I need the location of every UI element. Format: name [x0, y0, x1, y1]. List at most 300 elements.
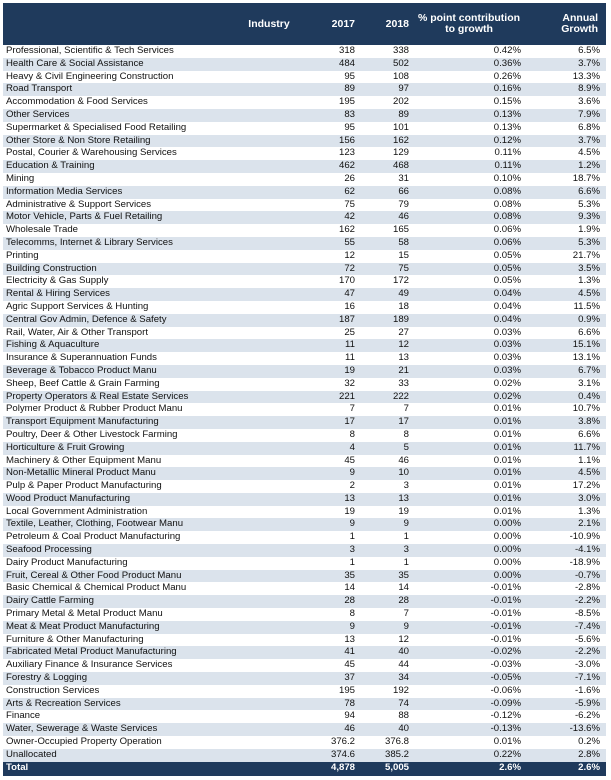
cell-2017: 195 — [338, 684, 355, 696]
table-row — [3, 659, 606, 672]
cell-2018: 75 — [359, 263, 413, 276]
cell-contribution: -0.01% — [490, 608, 521, 620]
cell-annual-growth: 1.3% — [578, 505, 600, 517]
cell-annual-growth: -2.2% — [525, 646, 606, 659]
cell-2018: 44 — [398, 659, 409, 671]
cell-2017: 41 — [305, 646, 359, 659]
cell-annual-growth: 3.5% — [525, 263, 606, 276]
cell-2017: 62 — [305, 186, 359, 199]
cell-annual-growth: -13.6% — [525, 723, 606, 736]
cell-2018: 165 — [392, 224, 409, 236]
cell-contribution: 0.36% — [413, 58, 525, 71]
cell-industry: Rail, Water, Air & Other Transport — [6, 326, 148, 338]
cell-industry: Auxiliary Finance & Insurance Services — [6, 659, 173, 671]
cell-2018: 33 — [398, 377, 409, 389]
table-row — [3, 685, 606, 698]
table-row — [3, 480, 606, 493]
table-row — [3, 442, 606, 455]
total-row — [3, 762, 606, 776]
table-row — [3, 531, 606, 544]
cell-industry: Telecomms, Internet & Library Services — [3, 237, 305, 250]
table-row — [3, 314, 606, 327]
cell-2018: 5 — [359, 442, 413, 455]
cell-annual-growth: 4.5% — [525, 467, 606, 480]
cell-contribution: -0.01% — [413, 621, 525, 634]
cell-annual-growth: 1.1% — [578, 454, 600, 466]
table-row — [3, 365, 606, 378]
cell-industry: Primary Metal & Metal Product Manu — [6, 608, 163, 620]
cell-2018: 10 — [359, 467, 413, 480]
cell-2017: 35 — [305, 570, 359, 583]
cell-2018: 9 — [359, 518, 413, 531]
cell-2017: 484 — [305, 58, 359, 71]
cell-contribution: -0.05% — [413, 672, 525, 685]
cell-annual-growth: 3.7% — [525, 135, 606, 148]
cell-2018: 502 — [359, 58, 413, 71]
cell-annual-growth: 0.4% — [525, 391, 606, 404]
table-row — [3, 557, 606, 570]
cell-industry: Rental & Hiring Services — [3, 288, 305, 301]
cell-industry: Education & Training — [3, 160, 305, 173]
cell-annual-growth: 6.6% — [578, 428, 600, 440]
cell-2017: 318 — [338, 45, 355, 56]
cell-2017: 374.6 — [305, 749, 359, 762]
industry-growth-table-container — [3, 3, 606, 776]
cell-annual-growth: -2.8% — [574, 582, 600, 594]
cell-2017: 9 — [305, 621, 359, 634]
table-row — [3, 237, 606, 250]
cell-2017: 26 — [344, 172, 355, 184]
table-row — [3, 160, 606, 173]
cell-contribution: 0.01% — [493, 505, 521, 517]
cell-industry: Mining — [6, 172, 35, 184]
cell-2017: 83 — [305, 109, 359, 122]
cell-2017: 14 — [344, 582, 355, 594]
cell-industry: Central Gov Admin, Defence & Safety — [3, 314, 305, 327]
cell-2018: 18 — [398, 300, 409, 312]
cell-2018: 12 — [398, 633, 409, 645]
cell-industry: Fruit, Cereal & Other Food Product Manu — [3, 570, 305, 583]
cell-annual-growth: 0.2% — [578, 736, 600, 748]
cell-industry: Administrative & Support Services — [6, 198, 152, 210]
cell-2017: 187 — [305, 314, 359, 327]
cell-industry: Other Services — [3, 109, 305, 122]
table-row — [3, 224, 606, 237]
table-row — [3, 608, 606, 621]
cell-annual-growth: 6.7% — [525, 365, 606, 378]
cell-industry: Construction Services — [6, 684, 100, 696]
cell-contribution: -0.12% — [490, 710, 521, 722]
cell-2018: 9 — [359, 621, 413, 634]
cell-annual-growth: -10.9% — [569, 531, 600, 543]
cell-industry: Information Media Services — [3, 186, 305, 199]
cell-contribution: 0.12% — [413, 135, 525, 148]
table-row — [3, 301, 606, 314]
header-row — [3, 3, 606, 45]
cell-2017: 47 — [305, 288, 359, 301]
cell-industry: Postal, Courier & Warehousing Services — [6, 147, 177, 159]
cell-contribution: 0.04% — [413, 314, 525, 327]
cell-annual-growth: -5.6% — [574, 633, 600, 645]
cell-industry: Property Operators & Real Estate Services — [3, 391, 305, 404]
cell-2018: 28 — [359, 595, 413, 608]
cell-2018: 21 — [359, 365, 413, 378]
cell-annual-growth: -8.5% — [574, 608, 600, 620]
cell-2018: 19 — [398, 505, 409, 517]
table-row — [3, 391, 606, 404]
cell-annual-growth: 3.6% — [578, 96, 600, 108]
cell-2018: 40 — [359, 723, 413, 736]
cell-annual-growth: 1.2% — [525, 160, 606, 173]
cell-contribution: 0.00% — [413, 544, 525, 557]
table-row — [3, 672, 606, 685]
cell-annual-growth: 13.3% — [572, 70, 600, 82]
cell-2017: 11 — [305, 339, 359, 352]
cell-contribution: 0.15% — [493, 96, 521, 108]
cell-annual-growth: -6.2% — [574, 710, 600, 722]
cell-industry: Seafood Processing — [3, 544, 305, 557]
cell-contribution: 0.03% — [493, 326, 521, 338]
cell-annual-growth: 1.9% — [578, 224, 600, 236]
cell-annual-growth: -1.6% — [574, 684, 600, 696]
total-contribution: 2.6% — [413, 762, 525, 776]
cell-2017: 8 — [349, 608, 355, 620]
table-row — [3, 250, 606, 263]
cell-2017: 1 — [349, 531, 355, 543]
table-row — [3, 378, 606, 391]
cell-2018: 3 — [403, 480, 409, 492]
cell-industry: Accommodation & Food Services — [6, 96, 148, 108]
cell-2017: 95 — [344, 121, 355, 133]
cell-contribution: 0.04% — [413, 288, 525, 301]
cell-annual-growth: -2.2% — [525, 595, 606, 608]
cell-2017: 95 — [344, 70, 355, 82]
cell-2018: 13 — [398, 352, 409, 364]
table-row — [3, 58, 606, 71]
header-2018: 2018 — [359, 3, 413, 45]
cell-industry: Supermarket & Specialised Food Retailing — [6, 121, 187, 133]
cell-industry: Agric Support Services & Hunting — [6, 300, 149, 312]
cell-2018: 13 — [359, 493, 413, 506]
cell-annual-growth: 2.1% — [525, 518, 606, 531]
cell-2017: 162 — [338, 224, 355, 236]
cell-contribution: 0.02% — [493, 377, 521, 389]
cell-2017: 123 — [338, 147, 355, 159]
cell-contribution: 0.06% — [413, 237, 525, 250]
cell-annual-growth: 17.2% — [572, 480, 600, 492]
header-blank — [3, 3, 233, 45]
cell-2017: 32 — [344, 377, 355, 389]
table-row — [3, 416, 606, 429]
cell-contribution: 0.01% — [413, 467, 525, 480]
cell-2018: 189 — [359, 314, 413, 327]
cell-2018: 34 — [359, 672, 413, 685]
cell-2017: 2 — [349, 480, 355, 492]
table-row — [3, 352, 606, 365]
table-row — [3, 199, 606, 212]
cell-2017: 3 — [305, 544, 359, 557]
header-contribution: % point contribution to growth — [413, 3, 525, 45]
total-label: Total — [3, 762, 305, 776]
cell-2017: 78 — [305, 698, 359, 711]
cell-industry: Sheep, Beef Cattle & Grain Farming — [6, 377, 160, 389]
cell-annual-growth: 5.3% — [525, 237, 606, 250]
cell-2018: 192 — [392, 684, 409, 696]
cell-industry: Fishing & Aquaculture — [3, 339, 305, 352]
table-row — [3, 455, 606, 468]
cell-2018: 17 — [359, 416, 413, 429]
cell-annual-growth: 5.3% — [578, 198, 600, 210]
cell-annual-growth: 6.6% — [525, 186, 606, 199]
cell-industry: Wholesale Trade — [6, 224, 78, 236]
cell-contribution: 0.08% — [493, 198, 521, 210]
cell-annual-growth: 3.1% — [578, 377, 600, 389]
cell-industry: Beverage & Tobacco Product Manu — [3, 365, 305, 378]
cell-2018: 172 — [392, 275, 409, 287]
table-row — [3, 723, 606, 736]
cell-contribution: 0.10% — [493, 172, 521, 184]
cell-annual-growth: -4.1% — [525, 544, 606, 557]
cell-annual-growth: 11.7% — [525, 442, 606, 455]
table-row — [3, 429, 606, 442]
cell-industry: Unallocated — [3, 749, 305, 762]
cell-annual-growth: -3.0% — [574, 659, 600, 671]
cell-contribution: 0.01% — [493, 480, 521, 492]
cell-industry: Wood Product Manufacturing — [3, 493, 305, 506]
cell-industry: Meat & Meat Product Manufacturing — [3, 621, 305, 634]
cell-industry: Arts & Recreation Services — [3, 698, 305, 711]
cell-contribution: 0.16% — [413, 83, 525, 96]
cell-2017: 11 — [345, 352, 355, 364]
cell-2017: 45 — [344, 454, 355, 466]
cell-annual-growth: 2.8% — [525, 749, 606, 762]
cell-2018: 27 — [398, 326, 409, 338]
cell-2017: 89 — [305, 83, 359, 96]
cell-2018: 12 — [359, 339, 413, 352]
cell-2018: 35 — [359, 570, 413, 583]
cell-annual-growth: 10.7% — [572, 403, 600, 415]
cell-contribution: -0.13% — [413, 723, 525, 736]
cell-annual-growth: 1.3% — [578, 275, 600, 287]
table-row — [3, 83, 606, 96]
cell-industry: Water, Sewerage & Waste Services — [3, 723, 305, 736]
cell-industry: Dairy Cattle Farming — [3, 595, 305, 608]
cell-2018: 101 — [392, 121, 409, 133]
cell-2017: 46 — [305, 723, 359, 736]
cell-industry: Owner-Occupied Property Operation — [6, 736, 162, 748]
cell-industry: Basic Chemical & Chemical Product Manu — [6, 582, 187, 594]
cell-industry: Other Store & Non Store Retailing — [3, 135, 305, 148]
cell-contribution: 0.01% — [493, 428, 521, 440]
table-row — [3, 288, 606, 301]
table-row — [3, 710, 606, 723]
table-row — [3, 467, 606, 480]
total-2018: 5,005 — [359, 762, 413, 776]
cell-2018: 58 — [359, 237, 413, 250]
cell-annual-growth: -0.7% — [525, 570, 606, 583]
cell-contribution: 0.02% — [413, 391, 525, 404]
cell-2018: 79 — [398, 198, 409, 210]
cell-2017: 19 — [344, 505, 355, 517]
cell-contribution: 0.06% — [493, 224, 521, 236]
cell-2017: 55 — [305, 237, 359, 250]
cell-contribution: -0.02% — [413, 646, 525, 659]
cell-contribution: 0.22% — [413, 749, 525, 762]
cell-contribution: 0.05% — [493, 275, 521, 287]
cell-contribution: -0.03% — [490, 659, 521, 671]
cell-industry: Transport Equipment Manufacturing — [3, 416, 305, 429]
table-row — [3, 96, 606, 109]
cell-contribution: 0.11% — [413, 160, 525, 173]
cell-contribution: 0.00% — [413, 570, 525, 583]
cell-2018: 222 — [359, 391, 413, 404]
cell-2017: 9 — [305, 518, 359, 531]
cell-2018: 385.2 — [359, 749, 413, 762]
cell-2018: 376.8 — [384, 736, 409, 748]
cell-contribution: 0.03% — [493, 352, 521, 364]
cell-annual-growth: 13.1% — [572, 352, 600, 364]
table-row — [3, 749, 606, 762]
cell-2017: 19 — [305, 365, 359, 378]
cell-contribution: 0.08% — [413, 186, 525, 199]
cell-2017: 28 — [305, 595, 359, 608]
cell-2018: 88 — [398, 710, 409, 722]
table-row — [3, 736, 606, 749]
table-row — [3, 122, 606, 135]
cell-annual-growth: 3.8% — [525, 416, 606, 429]
cell-contribution: 0.13% — [493, 121, 521, 133]
table-row — [3, 621, 606, 634]
cell-2018: 97 — [359, 83, 413, 96]
cell-industry: Machinery & Other Equipment Manu — [6, 454, 162, 466]
cell-2018: 162 — [359, 135, 413, 148]
cell-industry: Polymer Product & Rubber Product Manu — [6, 403, 183, 415]
cell-industry: Non-Metallic Mineral Product Manu — [3, 467, 305, 480]
cell-contribution: 0.42% — [493, 45, 521, 56]
total-annual-growth: 2.6% — [525, 762, 606, 776]
cell-2017: 7 — [349, 403, 355, 415]
cell-annual-growth: 0.9% — [525, 314, 606, 327]
table-row — [3, 646, 606, 659]
cell-annual-growth: 18.7% — [572, 172, 600, 184]
table-row — [3, 275, 606, 288]
cell-contribution: 0.05% — [413, 263, 525, 276]
cell-industry: Health Care & Social Assistance — [3, 58, 305, 71]
cell-2017: 221 — [305, 391, 359, 404]
cell-annual-growth: 6.5% — [578, 45, 600, 56]
cell-annual-growth: 15.1% — [525, 339, 606, 352]
cell-2018: 3 — [359, 544, 413, 557]
cell-2017: 17 — [305, 416, 359, 429]
cell-2017: 45 — [344, 659, 355, 671]
cell-2018: 46 — [359, 211, 413, 224]
header-annual-growth: Annual Growth — [525, 3, 606, 45]
cell-2017: 75 — [344, 198, 355, 210]
cell-2017: 195 — [338, 96, 355, 108]
table-row — [3, 186, 606, 199]
cell-2018: 46 — [398, 454, 409, 466]
cell-contribution: -0.01% — [490, 582, 521, 594]
cell-contribution: 0.01% — [493, 454, 521, 466]
cell-contribution: 0.01% — [413, 493, 525, 506]
table-row — [3, 698, 606, 711]
cell-2018: 89 — [359, 109, 413, 122]
cell-contribution: 0.03% — [413, 365, 525, 378]
cell-contribution: -0.01% — [413, 595, 525, 608]
cell-industry: Finance — [6, 710, 41, 722]
cell-contribution: 0.05% — [493, 249, 521, 261]
cell-industry: Poultry, Deer & Other Livestock Farming — [6, 428, 178, 440]
cell-contribution: 0.01% — [413, 416, 525, 429]
cell-contribution: 0.26% — [493, 70, 521, 82]
cell-2017: 25 — [344, 326, 355, 338]
table-row — [3, 263, 606, 276]
cell-2018: 74 — [359, 698, 413, 711]
cell-annual-growth: 3.0% — [525, 493, 606, 506]
cell-2017: 376.2 — [330, 736, 355, 748]
cell-annual-growth: 11.5% — [573, 300, 600, 312]
cell-annual-growth: 6.6% — [578, 326, 600, 338]
table-row — [3, 493, 606, 506]
cell-contribution: 0.04% — [493, 300, 521, 312]
table-row — [3, 595, 606, 608]
cell-2017: 16 — [344, 300, 355, 312]
header-industry: Industry — [233, 3, 305, 45]
cell-industry: Road Transport — [3, 83, 305, 96]
table-row — [3, 173, 606, 186]
cell-industry: Professional, Scientific & Tech Services — [6, 45, 174, 56]
cell-contribution: 0.00% — [493, 531, 521, 543]
table-row — [3, 518, 606, 531]
cell-contribution: -0.01% — [490, 633, 521, 645]
cell-industry: Insurance & Superannuation Funds — [6, 352, 157, 364]
cell-contribution: 0.01% — [493, 736, 521, 748]
table-row — [3, 211, 606, 224]
cell-2017: 12 — [344, 249, 355, 261]
table-row — [3, 570, 606, 583]
cell-industry: Heavy & Civil Engineering Construction — [6, 70, 174, 82]
cell-annual-growth: -5.9% — [525, 698, 606, 711]
cell-2017: 94 — [344, 710, 355, 722]
cell-industry: Textile, Leather, Clothing, Footwear Manu — [3, 518, 305, 531]
cell-annual-growth: 4.5% — [578, 147, 600, 159]
cell-annual-growth: 9.3% — [525, 211, 606, 224]
cell-contribution: 0.13% — [413, 109, 525, 122]
cell-2017: 9 — [305, 467, 359, 480]
cell-2018: 468 — [359, 160, 413, 173]
table-row — [3, 327, 606, 340]
cell-2017: 8 — [349, 428, 355, 440]
cell-industry: Dairy Product Manufacturing — [6, 556, 128, 568]
cell-industry: Electricity & Gas Supply — [6, 275, 109, 287]
cell-annual-growth: -18.9% — [569, 556, 600, 568]
cell-2017: 37 — [305, 672, 359, 685]
cell-2018: 7 — [403, 608, 409, 620]
cell-2018: 7 — [403, 403, 409, 415]
cell-contribution: 0.00% — [413, 518, 525, 531]
cell-contribution: 0.01% — [493, 403, 521, 415]
cell-industry: Furniture & Other Manufacturing — [6, 633, 144, 645]
cell-annual-growth: -7.1% — [525, 672, 606, 685]
cell-annual-growth: 8.9% — [525, 83, 606, 96]
cell-industry: Motor Vehicle, Parts & Fuel Retailing — [3, 211, 305, 224]
cell-industry: Forestry & Logging — [3, 672, 305, 685]
cell-contribution: -0.09% — [413, 698, 525, 711]
cell-2018: 66 — [359, 186, 413, 199]
table-row — [3, 506, 606, 519]
cell-industry: Pulp & Paper Product Manufacturing — [6, 480, 162, 492]
cell-annual-growth: 4.5% — [525, 288, 606, 301]
